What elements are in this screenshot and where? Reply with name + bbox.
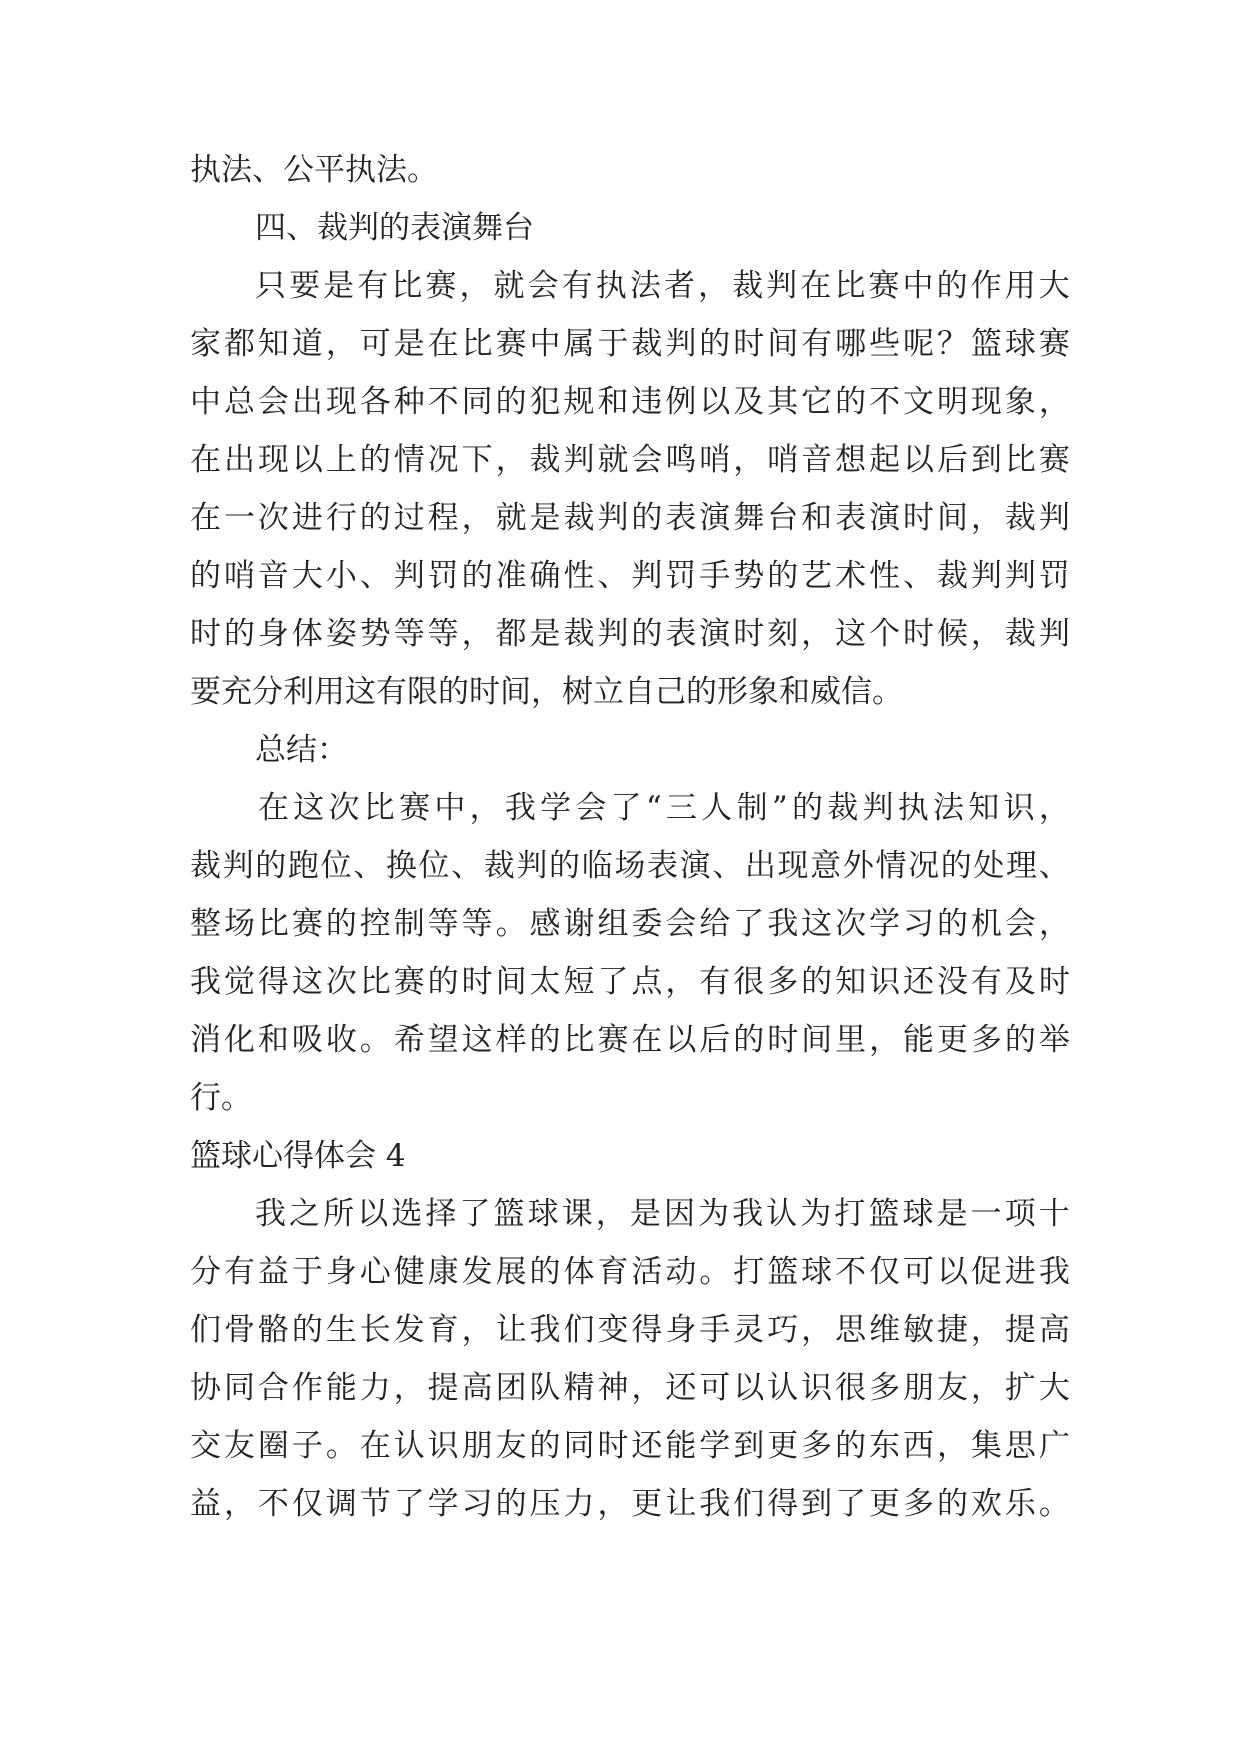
section-heading: 四、裁判的表演舞台 xyxy=(255,210,534,246)
text-line: 们 骨 骼 的 生 长 发 育 ， 让 我 们 变 得 身 手 灵 巧 ， 思 维 敏 捷 ， 提 高 xyxy=(190,1312,1070,1348)
text-line: 的 哨 音 大 小 、 判 罚 的 准 确 性 、 判 罚 手 势 的 艺 术 性 、 裁 判 判 罚 xyxy=(190,558,1070,594)
text-line: 分 有 益 于 身 心 健 康 发 展 的 体 育 活 动 。 打 篮 球 不 仅 可 以 促 进 我 xyxy=(190,1254,1070,1290)
article-title: 篮球心得体会 4 xyxy=(190,1138,406,1174)
text-line: 整 场 比 赛 的 控 制 等 等 。 感 谢 组 委 会 给 了 我 这 次 学 习 的 机 会 ， xyxy=(190,906,1070,942)
text-line: 执法、公平执法。 xyxy=(190,152,438,188)
text-line: 时 的 身 体 姿 势 等 等 ， 都 是 裁 判 的 表 演 时 刻 ， 这 个 时 候 ， 裁 判 xyxy=(190,616,1070,652)
text-line: 在 出 现 以 上 的 情 况 下 ， 裁 判 就 会 鸣 哨 ， 哨 音 想 起 以 后 到 比 赛 xyxy=(190,442,1070,478)
text-line: 在 一 次 进 行 的 过 程 ， 就 是 裁 判 的 表 演 舞 台 和 表 演 时 间 ， 裁 判 xyxy=(190,500,1070,536)
text-line: 我 之 所 以 选 择 了 篮 球 课 ， 是 因 为 我 认 为 打 篮 球 是 一 项 十 xyxy=(255,1196,1070,1232)
text-line: 只 要 是 有 比 赛 ， 就 会 有 执 法 者 ， 裁 判 在 比 赛 中 的 作 用 大 xyxy=(255,268,1070,304)
text-line: 益 ， 不 仅 调 节 了 学 习 的 压 力 ， 更 让 我 们 得 到 了 更 多 的 欢 乐 。 xyxy=(190,1486,1070,1522)
text-line: 裁 判 的 跑 位 、 换 位 、 裁 判 的 临 场 表 演 、 出 现 意 外 情 况 的 处 理 、 xyxy=(190,848,1070,884)
text-line: 我 觉 得 这 次 比 赛 的 时 间 太 短 了 点 ， 有 很 多 的 知 识 还 没 有 及 时 xyxy=(190,964,1070,1000)
summary-heading: 总结： xyxy=(255,732,348,768)
text-line: 消 化 和 吸 收 。 希 望 这 样 的 比 赛 在 以 后 的 时 间 里 ， 能 更 多 的 举 xyxy=(190,1022,1070,1058)
text-line: 协 同 合 作 能 力 ， 提 高 团 队 精 神 ， 还 可 以 认 识 很 多 朋 友 ， 扩 大 xyxy=(190,1370,1070,1406)
text-line: 中 总 会 出 现 各 种 不 同 的 犯 规 和 违 例 以 及 其 它 的 不 文 明 现 象 ， xyxy=(190,384,1070,420)
text-line: 交 友 圈 子 。 在 认 识 朋 友 的 同 时 还 能 学 到 更 多 的 东 西 ， 集 思 广 xyxy=(190,1428,1070,1464)
text-line: 行。 xyxy=(190,1080,252,1116)
text-line: 家 都 知 道 ， 可 是 在 比 赛 中 属 于 裁 判 的 时 间 有 哪 些 呢 ？ 篮 球 赛 xyxy=(190,326,1070,362)
text-line: 在 这 次 比 赛 中 ， 我 学 会 了 “ 三 人 制 ” 的 裁 判 执 法 知 识 ， xyxy=(258,790,1070,826)
text-line: 要充分利用这有限的时间，树立自己的形象和威信。 xyxy=(190,674,903,710)
